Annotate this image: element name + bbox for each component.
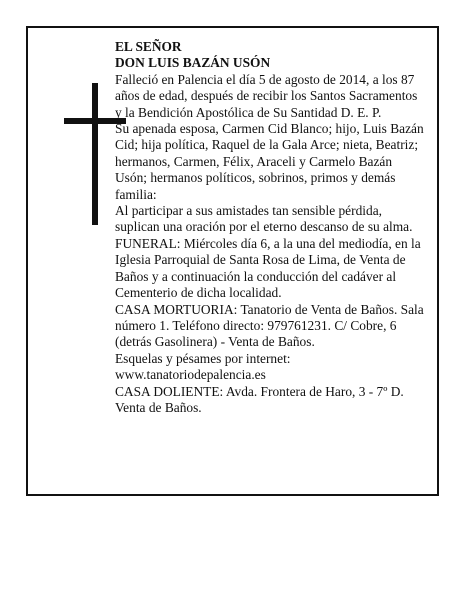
death-paragraph: Falleció en Palencia el día 5 de agosto de 2014, a los 87 años de edad, después de recibir los Santos Sacramentos y la Bendición Apostólica de Su Santidad D. E. P. — [115, 71, 418, 120]
heading-title: EL SEÑOR — [115, 39, 182, 54]
internet-paragraph: Esquelas y pésames por internet: www.tanatoriodepalencia.es — [115, 350, 291, 383]
request-paragraph: Al participar a sus amistades tan sensible pérdida, suplican una oración por el eterno descanso de su alma. — [115, 203, 413, 235]
family-paragraph: Su apenada esposa, Carmen Cid Blanco; hijo, Luis Bazán Cid; hija política, Raquel de la Gala Arce; nieta, Beatriz; hermanos, Carmen, Félix, Araceli y Carmelo Bazán Usón; hermanos políticos, sobrinos, primos y demás familia: — [115, 121, 424, 202]
mortuary-paragraph: CASA MORTUORIA: Tanatorio de Venta de Baños. Sala número 1. Teléfono directo: 979761231. C/ Cobre, 6 (detrás Gasolinera) - Venta de Baños. — [115, 301, 424, 350]
notice-text — [115, 39, 425, 416]
mourning-home-paragraph: CASA DOLIENTE: Avda. Frontera de Haro, 3 - 7º D. Venta de Baños. — [115, 383, 404, 415]
cross-vertical-bar — [92, 83, 98, 225]
funeral-paragraph: FUNERAL: Miércoles día 6, a la una del mediodía, en la Iglesia Parroquial de Santa Rosa de Lima, de Venta de Baños y a continuación la conducción del cadáver al Cementerio de dicha localidad. — [115, 235, 421, 301]
deceased-name: DON LUIS BAZÁN USÓN — [115, 55, 271, 71]
